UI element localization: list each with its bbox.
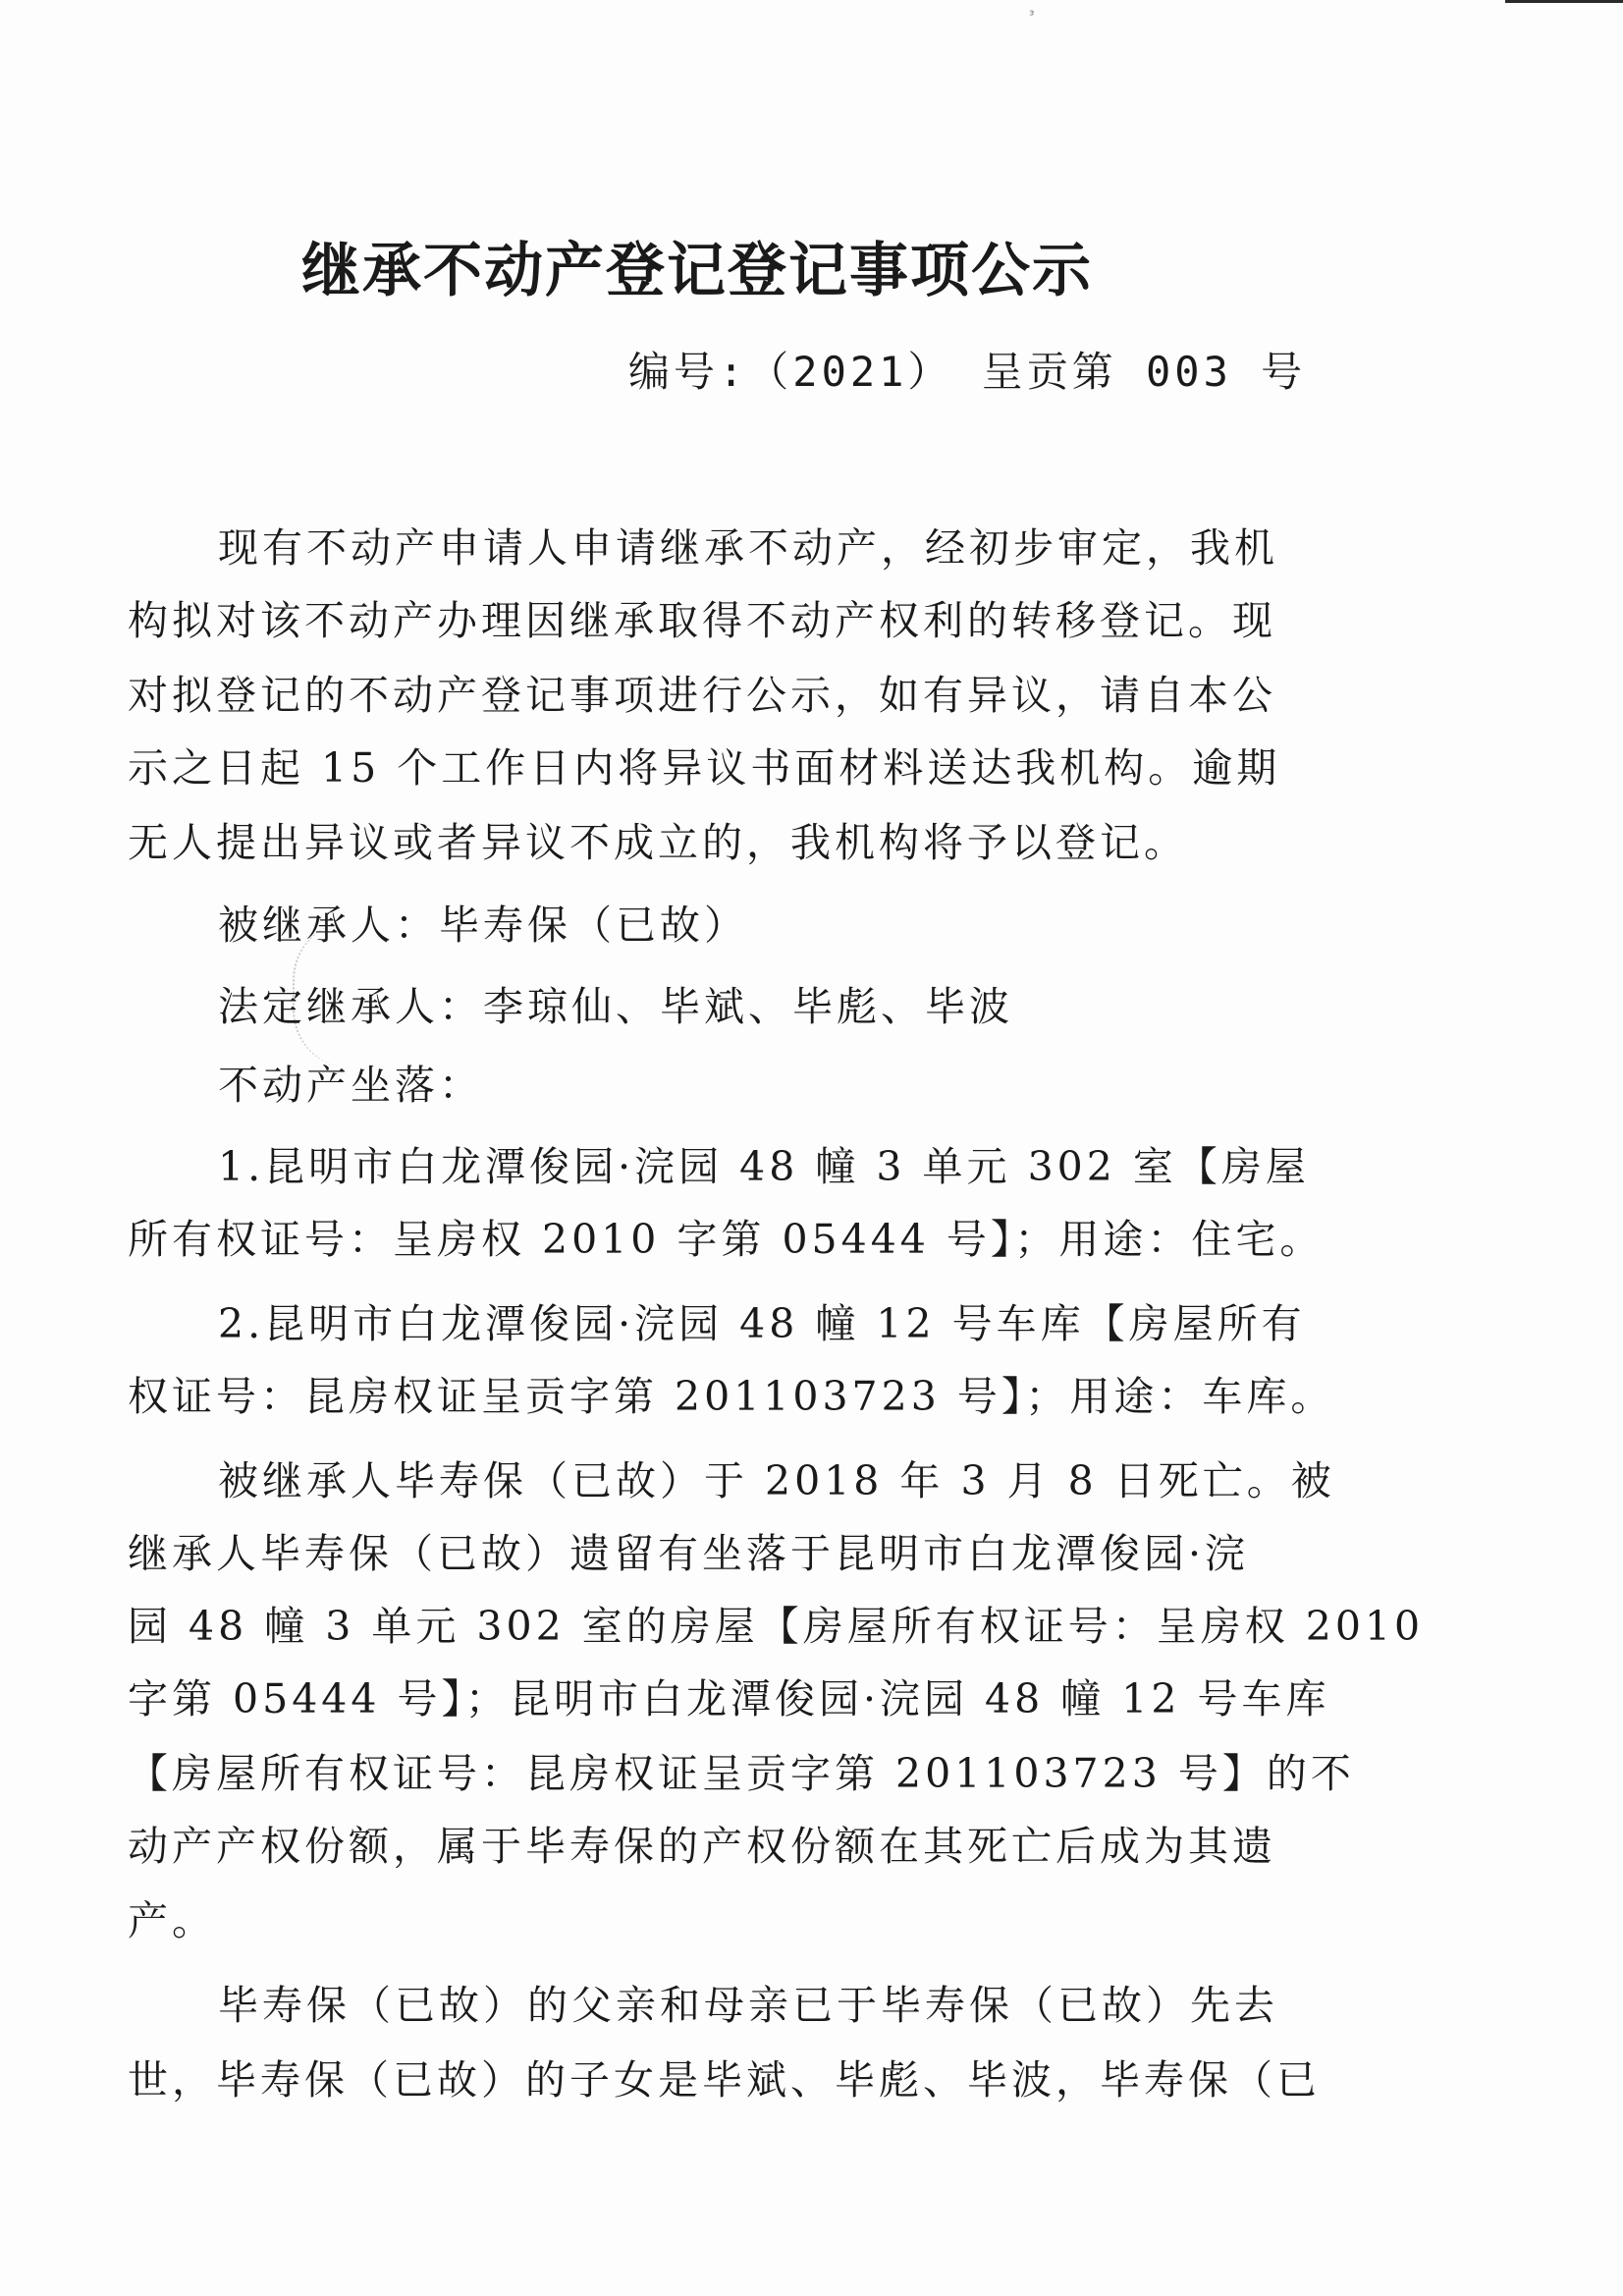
property-item-1-cont: 所有权证号：呈房权 2010 字第 05444 号】；用途：住宅。 (128, 1216, 1325, 1263)
property-item-2-cont: 权证号：昆房权证呈贡字第 201103723 号】；用途：车库。 (128, 1373, 1335, 1420)
paragraph-line: 字第 05444 号】；昆明市白龙潭俊园·浣园 48 幢 12 号车库 (128, 1675, 1330, 1722)
paragraph-line: 继承人毕寿保（已故）遗留有坐落于昆明市白龙潭俊园·浣 (128, 1530, 1250, 1577)
paragraph-line: 被继承人毕寿保（已故）于 2018 年 3 月 8 日死亡。被 (218, 1457, 1335, 1504)
property-item-1: 1.昆明市白龙潭俊园·浣园 48 幢 3 单元 302 室【房屋 (218, 1143, 1310, 1190)
paragraph-line: 园 48 幢 3 单元 302 室的房屋【房屋所有权证号：呈房权 2010 (128, 1603, 1425, 1650)
heirs-line: 法定继承人：李琼仙、毕斌、毕彪、毕波 (218, 983, 1013, 1030)
paragraph-line: 示之日起 15 个工作日内将异议书面材料送达我机构。逾期 (128, 744, 1281, 792)
paragraph-line: 世，毕寿保（已故）的子女是毕斌、毕彪、毕波，毕寿保（已 (128, 2056, 1321, 2104)
paragraph-line: 现有不动产申请人申请继承不动产，经初步审定，我机 (218, 524, 1278, 572)
scan-speck-icon: ᵌ (1029, 6, 1035, 25)
paragraph-line: 构拟对该不动产办理因继承取得不动产权利的转移登记。现 (128, 597, 1276, 644)
decedent-line: 被继承人：毕寿保（已故） (218, 902, 748, 949)
property-item-2: 2.昆明市白龙潭俊园·浣园 48 幢 12 号车库【房屋所有 (218, 1300, 1306, 1347)
paragraph-line: 【房屋所有权证号：昆房权证呈贡字第 201103723 号】的不 (128, 1750, 1355, 1797)
scan-edge-mark (1505, 0, 1623, 3)
paragraph-line: 动产产权份额，属于毕寿保的产权份额在其死亡后成为其遗 (128, 1823, 1276, 1870)
paragraph-line: 毕寿保（已故）的父亲和母亲已于毕寿保（已故）先去 (218, 1982, 1278, 2029)
paragraph-line: 无人提出异议或者异议不成立的，我机构将予以登记。 (128, 819, 1188, 866)
location-heading: 不动产坐落： (218, 1062, 483, 1109)
document-number: 编号:（2021） 呈贡第 003 号 (628, 348, 1307, 396)
paragraph-line: 产。 (128, 1897, 216, 1944)
paragraph-line: 对拟登记的不动产登记事项进行公示，如有异议，请自本公 (128, 672, 1276, 719)
document-title: 继承不动产登记登记事项公示 (301, 237, 1093, 305)
